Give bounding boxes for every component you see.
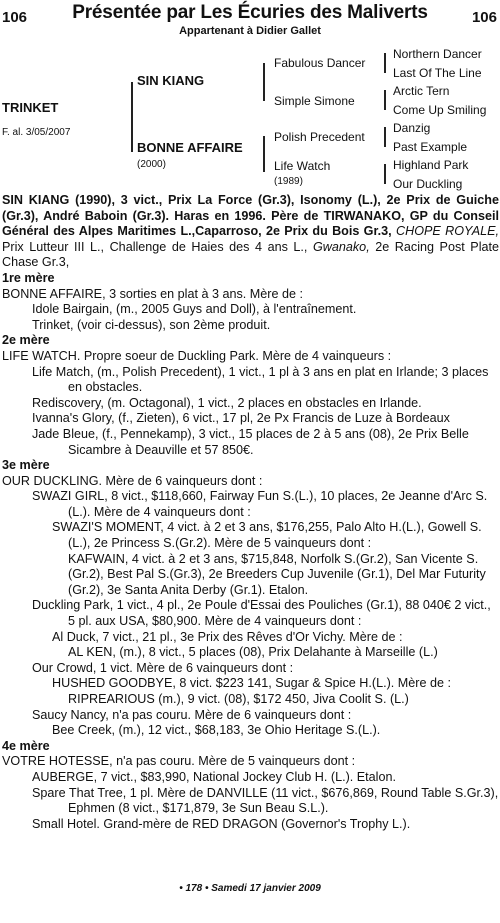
produce-line: Our Crowd, 1 vict. Mère de 6 vainqueurs dont : xyxy=(32,660,294,675)
page-title: Présentée par Les Écuries des Maliverts xyxy=(72,2,428,23)
produce-line: Spare That Tree, 1 pl. Mère de DANVILLE (11 vict., $676,869, Round Table S.Gr.3), Ephmen (8 vict., $171,879, 3e Sun Beau S.L.). xyxy=(32,785,499,816)
section-heading: 1re mère xyxy=(2,270,55,285)
produce-line: Bee Creek, (m.), 12 vict., $68,183, 3e Ohio Heritage S.(L.). xyxy=(52,723,381,738)
dam-line: OUR DUCKLING. Mère de 6 vainqueurs dont : xyxy=(2,473,263,488)
dam-sire-sire: Danzig xyxy=(393,121,431,135)
sire-text: Gwanako, xyxy=(312,239,370,254)
sire-dam: Simple Simone xyxy=(274,94,355,108)
produce-line: KAFWAIN, 4 vict. à 2 et 3 ans, $715,848, Norfolk S.(Gr.2), San Vicente S.(Gr.2), Best Pal S.(Gr.3), 2e Breeders Cup Juvenile (Gr.1), Del Mar Futurity (Gr.2), 3e Santa Anita Derby (Gr.1). Etalon. xyxy=(68,551,486,597)
sire-sire-dam: Last Of The Line xyxy=(393,66,482,80)
sire-name: SIN KIANG xyxy=(137,73,205,88)
sire-dam-sire: Arctic Tern xyxy=(393,84,450,98)
dam-dam-dam: Our Duckling xyxy=(393,177,463,191)
horse-info: F. al. 3/05/2007 xyxy=(2,127,71,138)
section-heading: 2e mère xyxy=(2,333,50,348)
horse-name: TRINKET xyxy=(2,100,59,115)
catalogue-body xyxy=(2,193,499,832)
produce-line: AUBERGE, 7 vict., $83,990, National Jockey Club H. (L.). Etalon. xyxy=(32,769,396,784)
produce-line: RIPREARIOUS (m.), 9 vict. (08), $172 450, Jiva Coolit S. (L.) xyxy=(68,692,409,706)
bracket-line xyxy=(384,53,386,73)
section-heading: 4e mère xyxy=(2,738,50,753)
sire-description xyxy=(2,193,499,271)
produce-line: SWAZI'S MOMENT, 4 vict. à 2 et 3 ans, $176,255, Palo Alto H.(L.), Gowell S.(L.), 2e Princess S.(Gr.2). Mère de 5 vainqueurs dont : xyxy=(52,520,482,551)
bracket-line xyxy=(263,63,265,101)
dam-dam-year: (1989) xyxy=(274,176,303,187)
dam-sire-dam: Past Example xyxy=(393,140,468,154)
produce-line: SWAZI GIRL, 8 vict., $118,660, Fairway Fun S.(L.), 10 places, 2e Jeanne d'Arc S. (L.). Mère de 4 vainqueurs dont : xyxy=(32,489,488,519)
owner-line: Appartenant à Didier Gallet xyxy=(179,25,321,37)
lot-number-left: 106 xyxy=(2,9,28,26)
produce-line: Trinket, (voir ci-dessus), son 2ème produit. xyxy=(32,317,271,332)
bracket-line xyxy=(384,164,386,184)
produce-line: Small Hotel. Grand-mère de RED DRAGON (Governor's Trophy L.). xyxy=(32,816,411,831)
produce-line: Ivanna's Glory, (f., Zieten), 6 vict., 17 pl, 2e Px Francis de Luze à Bordeaux xyxy=(32,411,450,426)
page-footer: • 178 • Samedi 17 janvier 2009 xyxy=(179,883,321,894)
produce-line: Rediscovery, (m. Octagonal), 1 vict., 2 places en obstacles en Irlande. xyxy=(32,395,422,410)
dam-line: BONNE AFFAIRE, 3 sorties en plat à 3 ans. Mère de : xyxy=(2,286,303,301)
produce-line: Al Duck, 7 vict., 21 pl., 3e Prix des Rêves d'Or Vichy. Mère de : xyxy=(52,629,403,644)
dam-dam: Life Watch xyxy=(274,159,331,173)
bracket-line xyxy=(131,82,133,152)
dam-dam-sire: Highland Park xyxy=(393,158,469,172)
produce-line: Saucy Nancy, n'a pas couru. Mère de 6 vainqueurs dont : xyxy=(32,707,352,722)
produce-line: Life Match, (m., Polish Precedent), 1 vict., 1 pl à 3 ans en plat en Irlande; 3 places en obstacles. xyxy=(32,364,489,395)
bracket-line xyxy=(263,136,265,172)
dam-line: VOTRE HOTESSE, n'a pas couru. Mère de 5 vainqueurs dont : xyxy=(2,754,356,769)
dam-year: (2000) xyxy=(137,159,166,170)
produce-line: Jade Bleue, (f., Pennekamp), 3 vict., 15 places de 2 à 5 ans (08), 2e Prix Belle Sicambre à Deauville et 57 850€. xyxy=(32,426,469,457)
produce-line: AL KEN, (m.), 8 vict., 5 places (08), Prix Delahante à Marseille (L.) xyxy=(68,645,438,660)
produce-line: HUSHED GOODBYE, 8 vict. $223 141, Sugar & Spice H.(L.). Mère de : xyxy=(52,676,451,691)
section-heading: 3e mère xyxy=(2,458,50,473)
dam-sire: Polish Precedent xyxy=(274,130,365,144)
produce-line: Duckling Park, 1 vict., 4 pl., 2e Poule d'Essai des Pouliches (Gr.1), 88 040€ 2 vict., 5 pl. aux USA, $80,900. Mère de 4 vainqueurs dont : xyxy=(32,598,491,629)
lot-number-right: 106 xyxy=(471,9,497,26)
dam-name: BONNE AFFAIRE xyxy=(137,140,243,155)
sire-text: SIN KIANG (1990), 3 vict., Prix La Force (Gr.3), Isonomy (L.), 2e Prix de Guiche (Gr.3), André Baboin (Gr.3). Haras en 1996. Père de TIRWANAKO, GP du Conseil Général des Alpes Maritimes L.,Caparroso, 2e Prix du Bois Gr.3, xyxy=(2,193,499,239)
sire-text: CHOPE ROYALE, xyxy=(396,224,499,239)
bracket-line xyxy=(384,127,386,147)
produce-line: Idole Bairgain, (m., 2005 Guys and Doll), à l'entraînement. xyxy=(32,302,357,317)
sire-sire-sire: Northern Dancer xyxy=(393,47,482,61)
dam-line: LIFE WATCH. Propre soeur de Duckling Park. Mère de 4 vainqueurs : xyxy=(2,348,392,363)
sire-text: 2e Racing Post Plate Chase Gr.3, xyxy=(2,239,500,270)
sire-text: Prix Lutteur III L., Challenge de Haies des 4 ans L., xyxy=(2,239,308,254)
sire-sire: Fabulous Dancer xyxy=(274,56,366,70)
bracket-line xyxy=(384,90,386,110)
sire-dam-dam: Come Up Smiling xyxy=(393,103,487,117)
